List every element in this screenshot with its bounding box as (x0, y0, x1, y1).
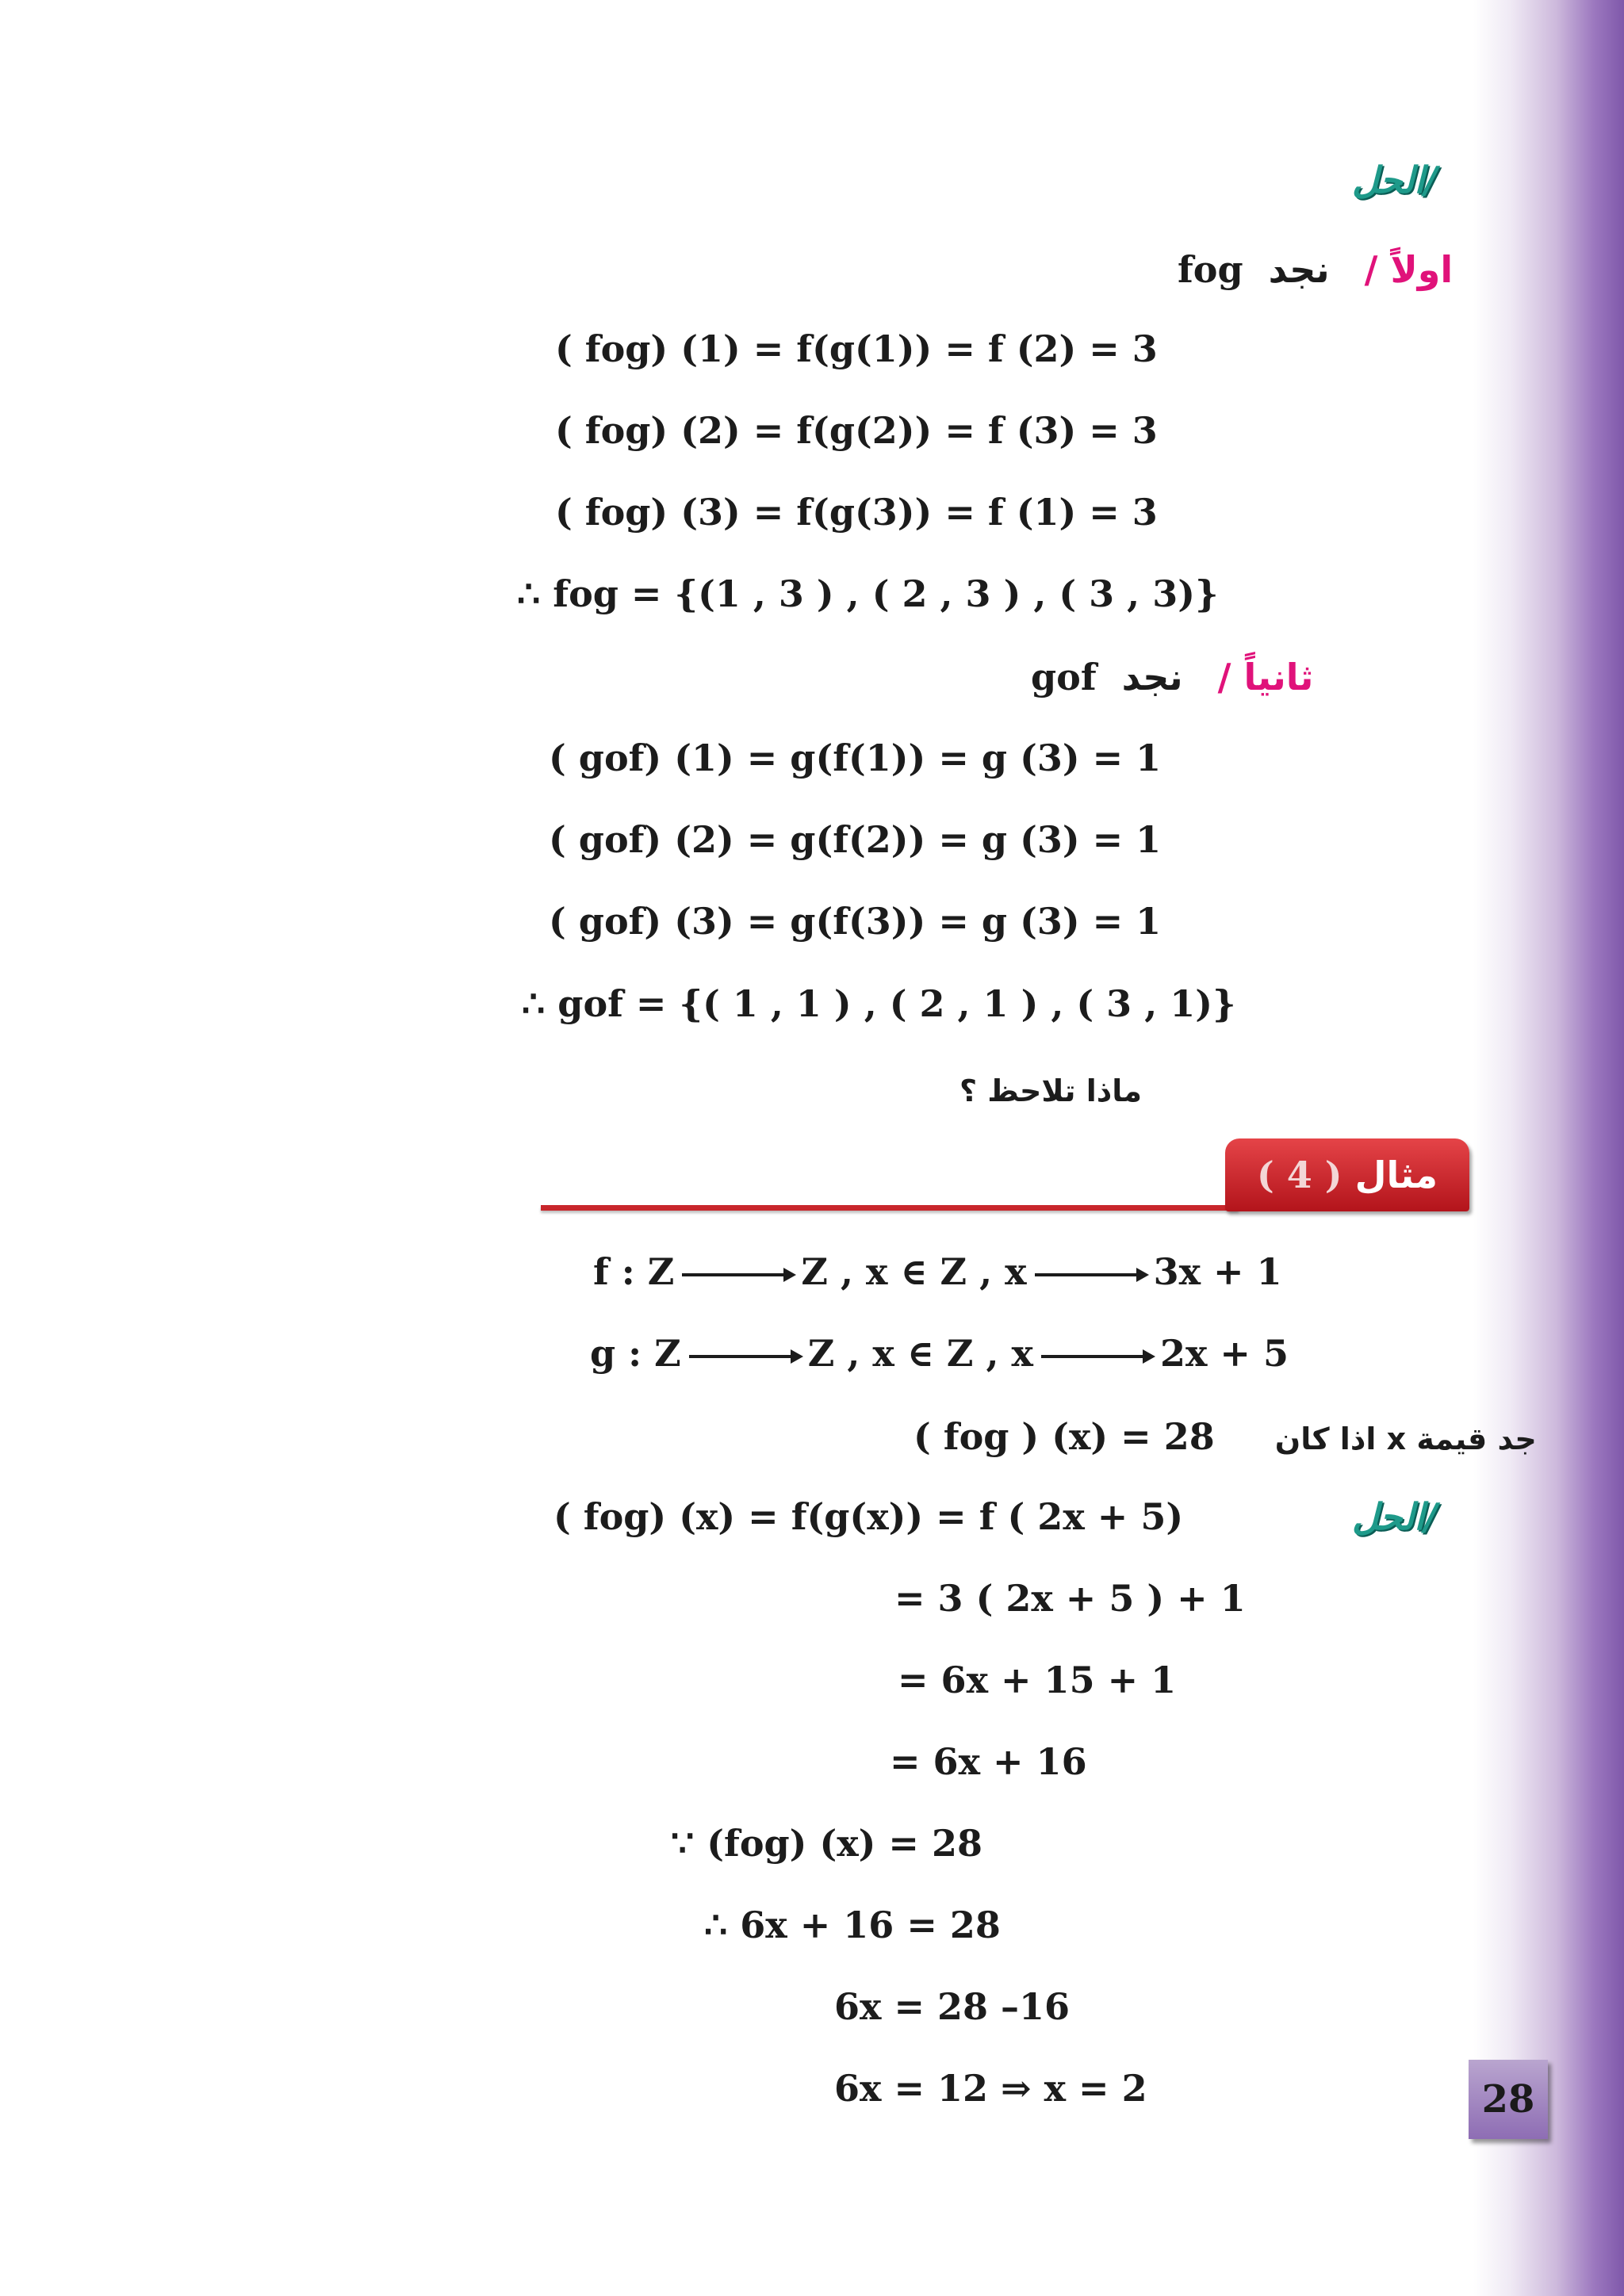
task-text: جد قيمة x اذا كان (1274, 1422, 1537, 1456)
step-6: ∴ 6x + 16 = 28 (704, 1904, 1001, 1946)
question: ماذا تلاحظ ؟ (959, 1073, 1143, 1108)
example-number: ( 4 ) (1256, 1154, 1342, 1196)
arrow-icon (689, 1355, 800, 1358)
fog-line-2: ( fog) (2) = f(g(2)) = f (3) = 3 (555, 409, 1158, 452)
example-label: مثال (1354, 1154, 1438, 1196)
solution-label-2: الحل/ (1352, 1495, 1438, 1538)
arrow-icon (1041, 1355, 1152, 1358)
second-text: نجد (1121, 656, 1183, 698)
f-mid: Z , x ∈ Z , x (801, 1250, 1027, 1293)
solution-label: الحل/ (1352, 159, 1438, 201)
gof-result: ∴ gof = {( 1 , 1 ) , ( 2 , 1 ) , ( 3 , 1)} (522, 982, 1236, 1025)
g-left: g : Z (590, 1332, 681, 1375)
step-3: = 6x + 15 + 1 (898, 1659, 1177, 1701)
g-mid: Z , x ∈ Z , x (807, 1332, 1033, 1375)
arrow-icon (682, 1273, 793, 1276)
step-1: ( fog) (x) = f(g(x)) = f ( 2x + 5) (553, 1495, 1184, 1538)
first-fn: fog (1178, 248, 1243, 291)
second-heading (1031, 653, 1313, 701)
step-8: 6x = 12 ⇒ x = 2 (834, 2067, 1147, 2110)
fog-result: ∴ fog = {(1 , 3 ) , ( 2 , 3 ) , ( 3 , 3)} (517, 572, 1219, 615)
gof-line-1: ( gof) (1) = g(f(1)) = g (3) = 1 (549, 737, 1162, 779)
second-fn: gof (1031, 656, 1097, 698)
f-definition (593, 1248, 1282, 1295)
g-definition (590, 1330, 1289, 1377)
second-label: ثانياً / (1217, 656, 1314, 698)
arrow-icon (1035, 1273, 1146, 1276)
step-4: = 6x + 16 (890, 1740, 1087, 1783)
first-label: اولاً / (1364, 248, 1454, 291)
step-2: = 3 ( 2x + 5 ) + 1 (894, 1577, 1246, 1620)
section-divider (541, 1205, 1239, 1211)
gof-line-2: ( gof) (2) = g(f(2)) = g (3) = 1 (549, 818, 1162, 861)
step-5: ∵ (fog) (x) = 28 (671, 1822, 982, 1865)
page-side-band (1473, 0, 1624, 2296)
fog-line-1: ( fog) (1) = f(g(1)) = f (2) = 3 (555, 327, 1158, 370)
example-tab (1225, 1138, 1469, 1211)
fog-line-3: ( fog) (3) = f(g(3)) = f (1) = 3 (555, 491, 1158, 534)
page-number: 28 (1469, 2060, 1548, 2139)
step-7: 6x = 28 –16 (834, 1985, 1071, 2028)
first-heading (1178, 246, 1453, 293)
f-left: f : Z (593, 1250, 675, 1293)
g-right: 2x + 5 (1159, 1332, 1289, 1375)
task-line (914, 1413, 1537, 1463)
f-right: 3x + 1 (1153, 1250, 1282, 1293)
task-equation: ( fog ) (x) = 28 (914, 1415, 1215, 1458)
gof-line-3: ( gof) (3) = g(f(3)) = g (3) = 1 (549, 900, 1162, 943)
first-text: نجد (1268, 248, 1330, 291)
